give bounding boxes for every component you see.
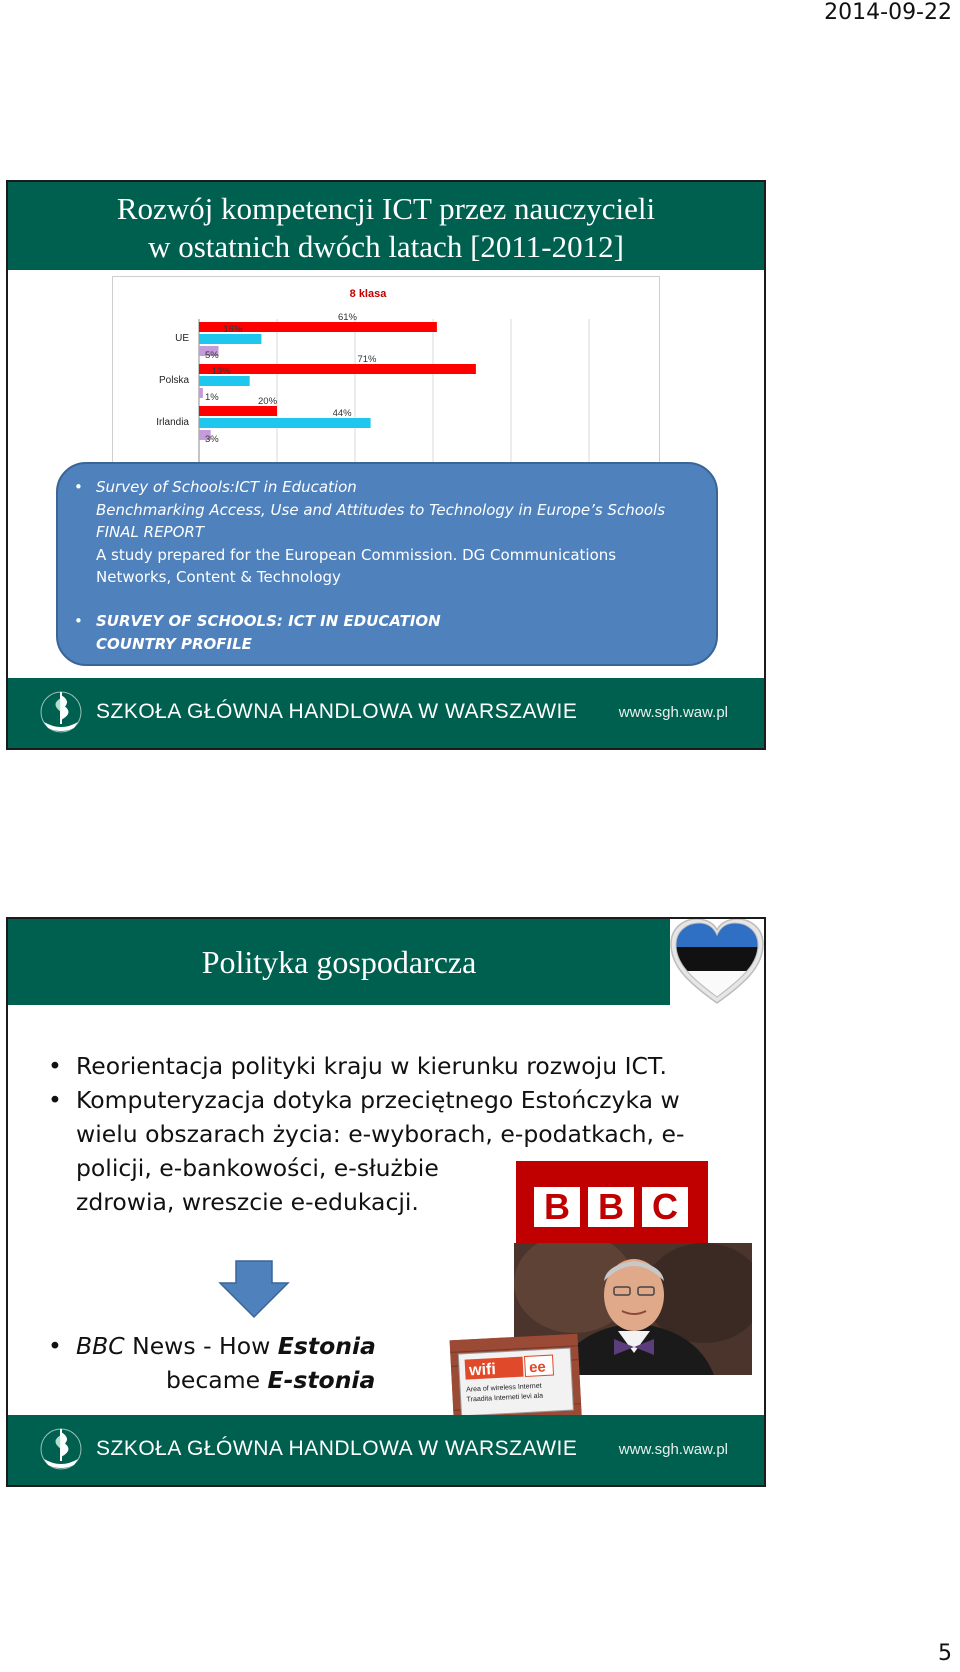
wifi-subtitle-1: Area of wireless Internet <box>466 1382 542 1394</box>
bbc-estonia-2: E-stonia <box>267 1366 376 1394</box>
callout-text: A study prepared for the European Commission. DG Communications <box>96 545 617 564</box>
wifi-subtitle-2: Traadita Interneti levi ala <box>466 1392 544 1404</box>
slide-footer <box>8 1415 764 1485</box>
chart-category-label: Irlandia <box>156 417 189 428</box>
arrow-down-icon <box>218 1259 290 1319</box>
bar-chart-svg <box>113 277 659 477</box>
footer-school-name: SZKOŁA GŁÓWNA HANDLOWA W WARSZAWIE <box>96 1437 578 1460</box>
flag-heart-area <box>670 919 764 1005</box>
bullet-text: Komputeryzacja dotyka przeciętnego Estończyka w <box>76 1086 680 1114</box>
ship-logo-icon <box>40 690 82 734</box>
bbc-letter-box: C <box>642 1187 688 1227</box>
chart-data-label: 44% <box>332 408 352 419</box>
callout-text: SURVEY OF SCHOOLS: ICT IN EDUCATION <box>96 612 441 630</box>
chart-data-label: 16% <box>223 324 243 335</box>
bullet-text: Reorientacja polityki kraju w kierunku rozwoju ICT. <box>76 1052 667 1080</box>
slide-economic-policy <box>6 917 766 1487</box>
bbc-logo <box>516 1161 708 1253</box>
bbc-letter-box: B <box>534 1187 580 1227</box>
chart-data-label: 1% <box>205 392 219 403</box>
slide-title-line-2: w ostatnich dwóch latach [2011-2012] <box>148 229 624 264</box>
slide-title-bar <box>8 919 670 1005</box>
callout-text: Benchmarking Access, Use and Attitudes to Technology in Europe’s Schools <box>96 500 666 519</box>
chart-bar <box>199 406 277 416</box>
bullet-item <box>48 1049 708 1083</box>
bbc-mid: News - How <box>124 1332 278 1360</box>
chart-data-label: 5% <box>205 350 219 361</box>
estonian-flag-heart-icon <box>670 919 764 1005</box>
slide-title: Polityka gospodarcza <box>201 944 477 980</box>
chart-data-label: 20% <box>258 396 278 407</box>
footer-school-name: SZKOŁA GŁÓWNA HANDLOWA W WARSZAWIE <box>96 700 578 723</box>
bullet-text: wielu obszarach życia: e-wyborach, e-podatkach, e- <box>76 1120 685 1148</box>
bbc-letter-box: B <box>588 1187 634 1227</box>
chart-data-label: 3% <box>205 434 219 445</box>
callout-text: Networks, Content & Technology <box>96 568 341 586</box>
slide-title-line-1: Rozwój kompetencji ICT przez nauczycieli <box>116 191 656 226</box>
chart-bar <box>199 418 371 428</box>
bbc-news-line-1[interactable] <box>48 1329 376 1363</box>
callout-item-country-profile <box>58 610 698 655</box>
source-callout <box>56 462 718 666</box>
chart-data-label: 71% <box>357 354 377 365</box>
footer-url[interactable]: www.sgh.waw.pl <box>618 1441 728 1458</box>
chart-title: 8 klasa <box>349 288 387 300</box>
wifi-suffix: ee <box>528 1358 547 1377</box>
chart-bar <box>199 364 476 374</box>
bbc-news-line-2[interactable] <box>48 1363 376 1397</box>
ship-logo-icon <box>40 1427 82 1471</box>
bullet-text: policji, e-bankowości, e-służbie <box>76 1154 439 1182</box>
callout-source-list <box>58 476 698 589</box>
page-date: 2014-09-22 <box>824 0 952 25</box>
bbc-prefix: BBC <box>76 1332 125 1360</box>
callout-item-survey <box>58 476 698 589</box>
chart-bar <box>199 334 261 344</box>
callout-text: Survey of Schools:ICT in Education <box>96 478 357 496</box>
footer-url[interactable]: www.sgh.waw.pl <box>618 704 728 721</box>
callout-profile-list <box>58 610 698 655</box>
bar-chart <box>112 276 660 478</box>
chart-data-label: 13% <box>211 366 231 377</box>
chart-category-label: Polska <box>158 375 189 386</box>
chart-category-label: UE <box>175 333 189 344</box>
callout-text: COUNTRY PROFILE <box>96 634 252 653</box>
bbc-estonia: Estonia <box>277 1332 376 1360</box>
chart-bar <box>199 376 250 386</box>
slide-title-bar <box>8 182 764 270</box>
page-number: 5 <box>938 1641 952 1666</box>
slide-ict-competence <box>6 180 766 750</box>
bullet-text: zdrowia, wreszcie e-edukacji. <box>76 1188 419 1216</box>
callout-text: FINAL REPORT <box>96 523 204 541</box>
wifi-text: wifi <box>468 1361 497 1380</box>
bbc-news-link-block <box>48 1329 376 1397</box>
chart-bar <box>199 388 203 398</box>
bbc-became: became <box>166 1366 268 1394</box>
chart-data-label: 61% <box>337 312 357 323</box>
slide-footer <box>8 678 764 748</box>
